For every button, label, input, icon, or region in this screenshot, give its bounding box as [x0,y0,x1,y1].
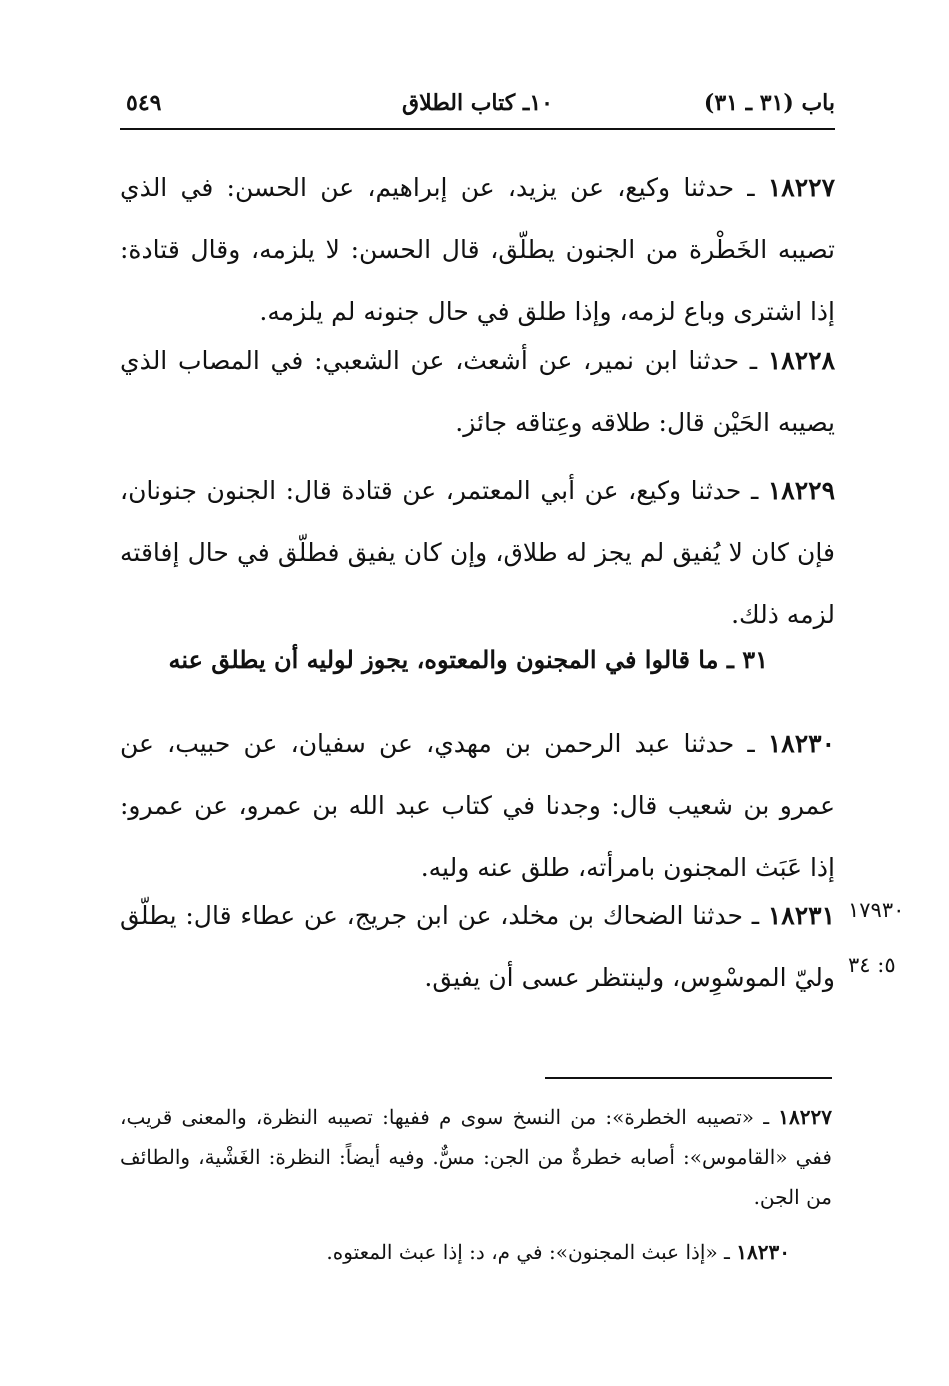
hadith-paragraph-18231 [120,885,835,1009]
hadith-paragraph-18229 [120,460,835,646]
footnote-18227 [120,1097,832,1217]
chapter-heading: باب (٣١ ـ ٣١) [703,90,835,116]
margin-reference-location: ٥: ٣٤ [848,953,896,977]
hadith-paragraph-18228 [120,330,835,454]
footnote-divider [545,1077,832,1079]
page-number: ٥٤٩ [126,90,162,116]
hadith-number: ١٨٢٣١ [767,901,835,930]
hadith-number: ١٨٢٢٧ [767,173,835,202]
hadith-paragraph-18230 [120,713,835,899]
hadith-text: ـ حدثنا وكيع، عن يزيد، عن إبراهيم، عن الحسن: في الذي تصيبه الخَطْرة من الجنون يطلّق، قال الحسن: لا يلزمه، وقال قتادة: إذا اشترى وباع لزمه، وإذا طلق في حال جنونه لم يلزمه. [120,173,835,326]
hadith-text: ـ حدثنا عبد الرحمن بن مهدي، عن سفيان، عن حبيب، عن عمرو بن شعيب قال: وجدنا في كتاب عبد الله بن عمرو، عن عمرو: إذا عَبَث المجنون بامرأته، طلق عنه وليه. [120,729,835,882]
footnote-18230 [120,1232,790,1272]
section-heading: ٣١ ـ ما قالوا في المجنون والمعتوه، يجوز لوليه أن يطلق عنه [168,645,768,674]
hadith-number: ١٨٢٣٠ [767,729,835,758]
page-header [120,84,835,130]
hadith-number: ١٨٢٢٩ [767,476,835,505]
hadith-paragraph-18227 [120,157,835,343]
footnote-text: ـ «إذا عبث المجنون»: في م، د: إذا عبث المعتوه. [326,1240,737,1264]
margin-reference-number: ١٧٩٣٠ [848,898,905,922]
hadith-text: ـ حدثنا وكيع، عن أبي المعتمر، عن قتادة قال: الجنون جنونان، فإن كان لا يُفيق لم يجز له طلاق، وإن كان يفيق فطلّق في حال إفاقته لزمه ذلك. [120,476,835,629]
hadith-text: ـ حدثنا الضحاك بن مخلد، عن ابن جريج، عن عطاء قال: يطلّق وليّ الموسْوِس، ولينتظر عسى أن يفيق. [120,901,835,992]
footnote-number: ١٨٢٣٠ [736,1240,790,1264]
hadith-number: ١٨٢٢٨ [767,346,835,375]
hadith-text: ـ حدثنا ابن نمير، عن أشعث، عن الشعبي: في المصاب الذي يصيبه الحَيْن قال: طلاقه وعِتاقه جائز. [120,346,835,437]
footnote-number: ١٨٢٢٧ [778,1105,832,1129]
footnote-text: ـ «تصيبه الخطرة»: من النسخ سوى م ففيها: تصيبه النظرة، والمعنى قريب، ففي «القاموس»: أصابه خطرةٌ من الجن: مسٌّ. وفيه أيضاً: النظرة: الغَشْية، والطائف من الجن. [120,1105,832,1209]
book-title: ١٠ـ كتاب الطلاق [402,90,553,116]
